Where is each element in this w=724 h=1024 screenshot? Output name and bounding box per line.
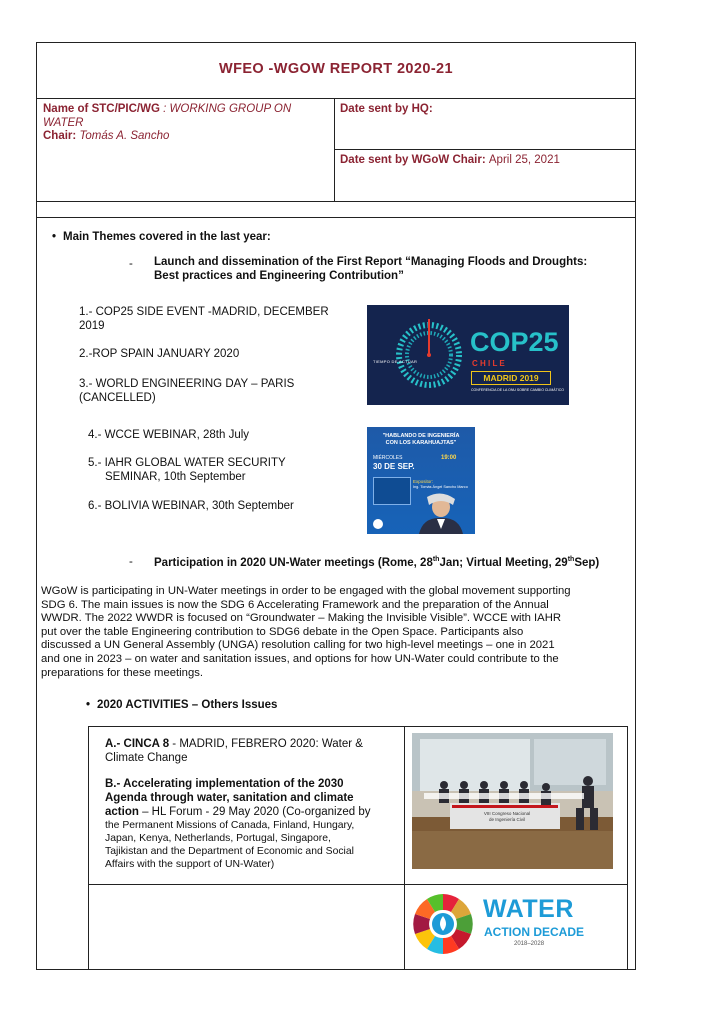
- event-item-2: 2.-ROP SPAIN JANUARY 2020: [79, 348, 240, 360]
- paragraph-line: SDG 6. The main issues is now the SDG 6 Accelerating Framework and the preparation of the Annual: [41, 598, 549, 611]
- wad-years: 2018–2028: [514, 941, 545, 947]
- paragraph-line: WWDR. The 2022 WWDR is focused on “Groundwater – Making the Invisible Visible”. WCCE with IAHR: [41, 612, 562, 625]
- launch-line2: Best practices and Engineering Contribution”: [154, 270, 404, 282]
- speaker-portrait-icon: [419, 493, 463, 534]
- cop25-logo: [367, 305, 569, 405]
- un-water-paragraph: [41, 585, 633, 680]
- activities-heading: • 2020 ACTIVITIES – Others Issues: [97, 698, 277, 712]
- divider: [37, 217, 635, 218]
- flyer-headline: [367, 433, 475, 447]
- water-action-decade-logo: [409, 889, 619, 959]
- dash-marker: -: [129, 258, 133, 270]
- event-3-line2: (CANCELLED): [79, 392, 156, 404]
- name-value: WORKING GROUP ON: [169, 103, 292, 115]
- activity-b-line: Tajikistan and the Department of Economic and Social: [105, 846, 354, 857]
- launch-heading: [154, 255, 624, 283]
- activity-b-line: Japan, Kenya, Netherlands, Portugal, Singapore,: [105, 833, 331, 844]
- event-5-line1: 5.- IAHR GLOBAL WATER SECURITY: [88, 457, 286, 469]
- launch-line1: Launch and dissemination of the First Report “Managing Floods and Droughts:: [154, 256, 588, 268]
- flyer-info-box: [373, 477, 411, 505]
- divider: [37, 201, 635, 202]
- activity-b-line: the Permanent Missions of Canada, Finland, Hungary,: [105, 820, 355, 831]
- stc-name-field: [43, 103, 328, 144]
- flyer-headline2: CON LOS KARAHUAJTAS": [385, 440, 457, 446]
- un-water-part2: Jan; Virtual Meeting, 29: [439, 556, 568, 569]
- flyer-day: MIÉRCOLES: [373, 455, 403, 461]
- date-chair-value: April 25, 2021: [488, 154, 560, 166]
- name-label: Name of STC/PIC/WG: [43, 103, 160, 115]
- activity-a-text: - MADRID, FEBRERO 2020: Water &: [169, 738, 363, 750]
- un-water-sup2: th: [567, 556, 575, 563]
- chair-label: Chair:: [43, 130, 77, 142]
- cop-conference: CONFERENCIA DE LA ONU SOBRE CAMBIO CLIMÁTICO: [471, 388, 564, 392]
- event-item-6: 6.- BOLIVIA WEBINAR, 30th September: [88, 500, 294, 512]
- wad-water: WATER: [483, 895, 574, 923]
- un-water-heading: [154, 553, 599, 570]
- congress-banner: [462, 811, 552, 822]
- chair-value: Tomás A. Sancho: [79, 130, 170, 142]
- activity-b-line: Affairs with the support of UN-Water): [105, 859, 275, 870]
- paragraph-line: put over the table Engineering contribution to SDG6 debate in the Open Space. Participants also: [41, 625, 524, 638]
- activity-a-text2: Climate Change: [105, 752, 188, 764]
- name-sep: :: [159, 103, 170, 115]
- activity-a: [105, 737, 395, 765]
- wad-action: ACTION DECADE: [484, 925, 585, 939]
- flyer-date: 30 DE SEP.: [373, 462, 415, 471]
- themes-heading: • Main Themes covered in the last year:: [63, 230, 271, 244]
- flyer-speaker: Ing. Tomás Ángel Sancho Marco: [413, 485, 468, 489]
- un-water-part3: Sep): [574, 556, 600, 569]
- paragraph-line: preparations for these meetings.: [41, 666, 204, 679]
- paragraph-line: and one in 2023 – on water and sanitation issues, and options for how UN-Water could contribute to the: [41, 652, 559, 665]
- activity-b-rest: – HL Forum - 29 May 2020 (Co-organized by: [138, 806, 371, 818]
- flyer-logo-icon: [373, 519, 383, 529]
- date-hq-label: Date sent by HQ:: [340, 103, 433, 115]
- congress-photo: [412, 733, 613, 869]
- event-item-5: [88, 456, 318, 484]
- flyer-headline1: "HABLANDO DE INGENIERÍA: [382, 433, 460, 439]
- divider: [37, 98, 635, 99]
- divider: [88, 884, 628, 885]
- activity-b-title: B.- Accelerating implementation of the 2030: [105, 778, 344, 790]
- event-item-4: 4.- WCCE WEBINAR, 28th July: [88, 429, 250, 441]
- event-item-1: [79, 305, 359, 333]
- date-chair-label: Date sent by WGoW Chair:: [340, 154, 486, 166]
- sdg-wheel-icon: [409, 889, 479, 959]
- date-chair-field: [340, 154, 560, 166]
- divider: [404, 726, 405, 970]
- event-3-line1: 3.- WORLD ENGINEERING DAY – PARIS: [79, 378, 295, 390]
- divider: [334, 149, 635, 150]
- report-page: [36, 42, 636, 970]
- banner-line2: de Ingeniería Civil: [488, 816, 526, 822]
- event-item-3: [79, 377, 359, 405]
- flyer-speaker-label: Expositor:: [413, 479, 434, 484]
- flyer-time: 19:00: [441, 455, 457, 461]
- congress-panel-photo: [412, 733, 613, 869]
- un-water-sup1: th: [432, 556, 440, 563]
- activity-b-title: action: [105, 806, 139, 818]
- activity-b: [105, 777, 401, 871]
- cop-madrid: MADRID 2019: [471, 371, 551, 385]
- name-value-line2: WATER: [43, 116, 84, 129]
- cop-chile: C H I L E: [472, 359, 505, 368]
- bolivia-webinar-flyer: [367, 427, 475, 534]
- cop-tiempo: TIEMPO DE ACTUAR: [373, 359, 418, 364]
- event-1-line1: 1.- COP25 SIDE EVENT -MADRID, DECEMBER: [79, 306, 329, 318]
- un-water-part1: Participation in 2020 UN-Water meetings (Rome, 28: [154, 556, 433, 569]
- dash-marker-2: -: [129, 556, 133, 568]
- paragraph-line: discussed a UN General Assembly (UNGA) resolution calling for two high-level meetings – one in 2021: [41, 639, 555, 652]
- event-1-line2: 2019: [79, 320, 105, 332]
- activity-b-title: Agenda through water, sanitation and climate: [105, 792, 354, 804]
- cop-title: COP25: [470, 327, 559, 357]
- banner-line1: VIII Congreso Nacional: [483, 811, 531, 816]
- paragraph-line: WGoW is participating in UN-Water meetings in order to be engaged with the global movement supporting: [41, 585, 571, 597]
- activity-a-title: A.- CINCA 8: [105, 738, 170, 750]
- event-5-line2: SEMINAR, 10th September: [105, 471, 246, 483]
- report-title: WFEO -WGOW REPORT 2020-21: [219, 61, 453, 77]
